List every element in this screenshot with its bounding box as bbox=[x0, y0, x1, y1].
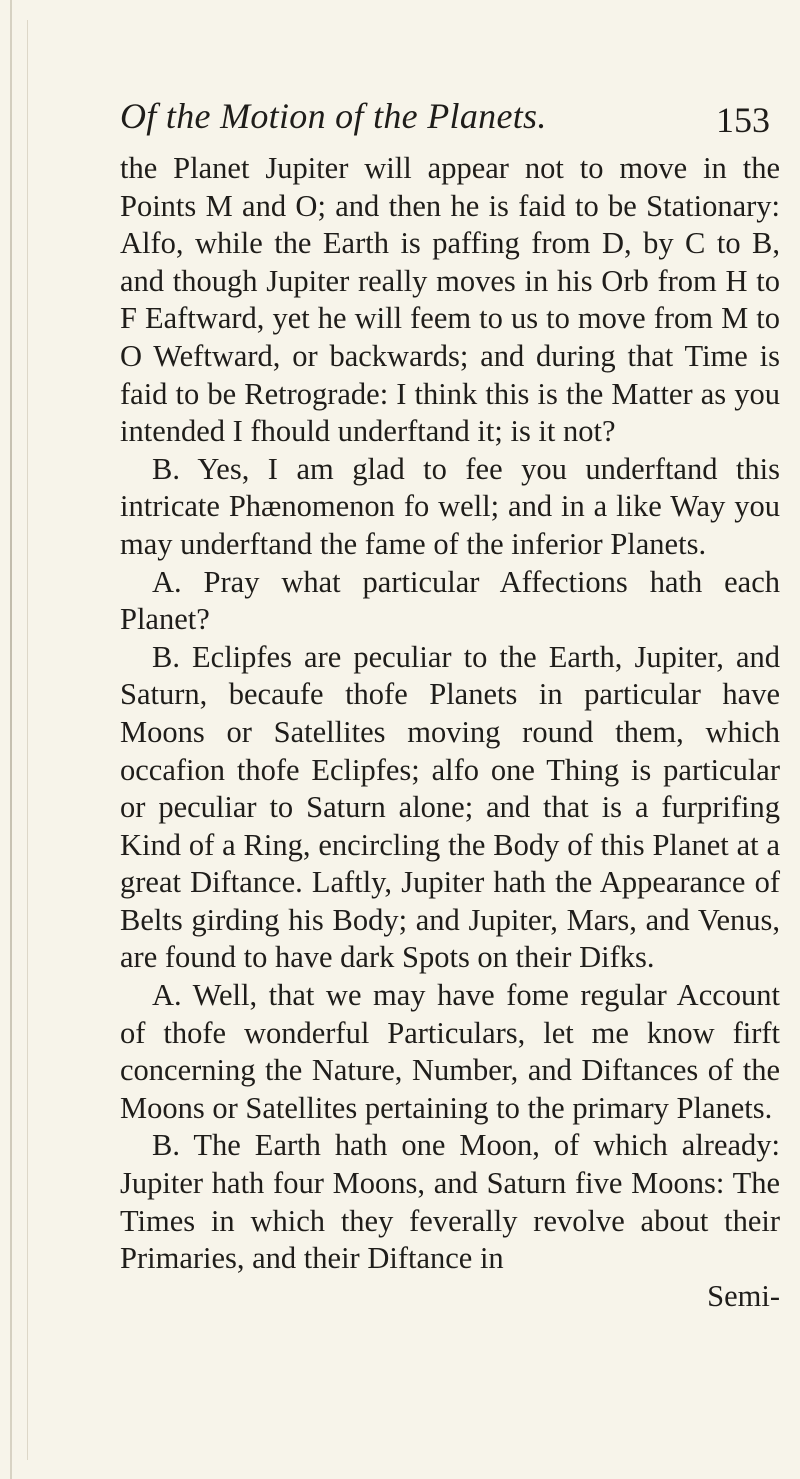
paragraph: B. Eclipfes are peculiar to the Earth, Jupiter, and Saturn, becaufe thofe Planets in particular have Moons or Satellites moving round them, which occafion thofe Eclipfes; alfo one Thing is particular or peculiar to Saturn alone; and that is a furprifing Kind of a Ring, encircling the Body of this Planet at a great Diftance. Laftly, Jupiter hath the Appearance of Belts girding his Body; and Jupiter, Mars, and Venus, are found to have dark Spots on their Difks. bbox=[120, 639, 780, 975]
paragraph: A. Pray what particular Affections hath each Planet? bbox=[120, 564, 780, 637]
paragraph: B. The Earth hath one Moon, of which already: Jupiter hath four Moons, and Saturn five Moons: The Times in which they feverally revolve about their Primaries, and their Diftance in bbox=[120, 1128, 780, 1276]
paragraph: A. Well, that we may have fome regular Account of thofe wonderful Particulars, let me know firft concerning the Nature, Number, and Diftances of the Moons or Satellites pertaining to the primary Planets. bbox=[120, 978, 780, 1125]
paragraph: B. Yes, I am glad to fee you underftand this intricate Phænomenon fo well; and in a like Way you may underftand the fame of the inferior Planets. bbox=[120, 451, 780, 561]
body-text bbox=[120, 150, 780, 1315]
page-number: 153 bbox=[716, 100, 770, 140]
gutter-fold bbox=[27, 20, 28, 1460]
gutter-shadow bbox=[10, 0, 12, 1479]
catchword: Semi- bbox=[707, 1278, 780, 1313]
paragraph: the Planet Jupiter will appear not to move in the Points M and O; and then he is faid to be Stationary: Alfo, while the Earth is paffing from D, by C to B, and though Jupiter really moves in his Orb from H to F Eaftward, yet he will feem to us to move from M to O Weftward, or backwards; and during that Time is faid to be Retrograde: I think this is the Matter as you intended I fhould underftand it; is it not? bbox=[120, 151, 780, 449]
running-title: Of the Motion of the Planets. bbox=[120, 96, 547, 136]
running-head bbox=[120, 95, 770, 147]
